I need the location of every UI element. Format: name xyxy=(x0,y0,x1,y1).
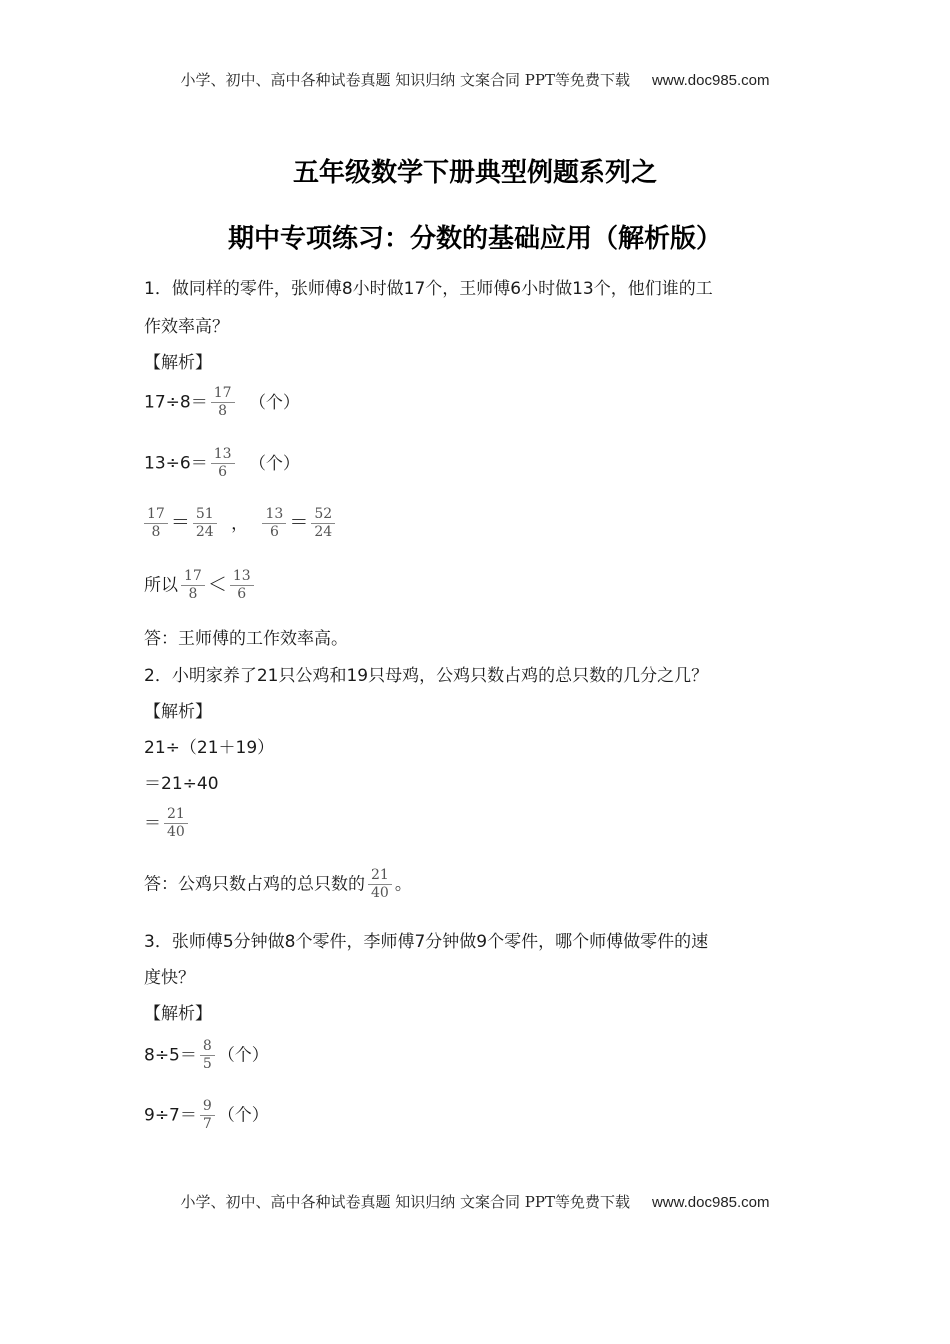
q1-conclusion xyxy=(144,568,257,603)
q1-calc-1 xyxy=(144,385,300,420)
title-line-2: 期中专项练习：分数的基础应用（解析版） xyxy=(227,224,722,254)
q1-calc-2-lhs: 13÷6＝ xyxy=(144,453,208,474)
fraction-numerator: 17 xyxy=(147,506,165,522)
title-line-1: 五年级数学下册典型例题系列之 xyxy=(292,158,657,188)
fraction xyxy=(193,506,217,541)
fraction-denominator: 8 xyxy=(188,586,198,602)
header-site-link[interactable]: www.doc985.com xyxy=(651,72,770,89)
fraction-denominator: 7 xyxy=(202,1116,212,1132)
fraction-numerator: 13 xyxy=(213,446,232,462)
q2-analysis-label: 【解析】 xyxy=(144,702,212,722)
fraction-numerator: 51 xyxy=(195,506,214,522)
header-text: 小学、初中、高中各种试卷真题 知识归纳 文案合同 PPT等免费下载 xyxy=(180,71,630,89)
q3-text-line-2: 度快？ xyxy=(144,968,195,988)
fraction-denominator: 6 xyxy=(269,524,279,540)
q1-calc-1-lhs: 17÷8＝ xyxy=(144,392,208,413)
q3-calc-1 xyxy=(144,1038,269,1073)
q1-calc-2-unit: （个） xyxy=(248,453,300,474)
footer-site-link[interactable]: www.doc985.com xyxy=(651,1194,770,1211)
q3-analysis-label: 【解析】 xyxy=(144,1004,212,1024)
q2-step-3-prefix: ＝ xyxy=(144,813,161,834)
page-footer xyxy=(0,1191,950,1212)
fraction-numerator: 17 xyxy=(184,568,202,584)
q2-answer-suffix: 。 xyxy=(394,874,412,895)
q1-text-line-2: 作效率高？ xyxy=(144,317,229,337)
q3-calc-1-unit: （个） xyxy=(217,1045,269,1066)
q1-answer: 答：王师傅的工作效率高。 xyxy=(144,629,348,649)
q1-calc-2 xyxy=(144,446,300,481)
q3-calc-2 xyxy=(144,1098,269,1133)
fraction-numerator: 13 xyxy=(265,506,284,522)
separator-comma: ， xyxy=(231,513,249,534)
q1-compare xyxy=(141,506,338,541)
fraction-numerator: 52 xyxy=(314,506,333,522)
fraction-denominator: 6 xyxy=(218,464,228,480)
q1-analysis-label: 【解析】 xyxy=(144,353,212,373)
page-header xyxy=(0,69,950,90)
q2-step-2: ＝21÷40 xyxy=(144,774,219,794)
fraction xyxy=(164,806,188,841)
fraction xyxy=(262,506,286,541)
q3-text-line-1: 3．张师傅5分钟做8个零件，李师傅7分钟做9个零件，哪个师傅做零件的速 xyxy=(144,932,709,952)
q3-calc-1-lhs: 8÷5＝ xyxy=(144,1045,197,1066)
fraction-denominator: 40 xyxy=(167,824,185,840)
equals-sign: ＝ xyxy=(170,511,190,534)
fraction-denominator: 40 xyxy=(371,885,389,901)
fraction-numerator: 21 xyxy=(371,867,389,883)
fraction-denominator: 24 xyxy=(195,524,214,540)
fraction xyxy=(230,568,254,603)
fraction-numerator: 9 xyxy=(202,1098,212,1114)
fraction-denominator: 6 xyxy=(237,586,247,602)
fraction xyxy=(211,385,235,420)
fraction xyxy=(200,1038,215,1073)
q2-step-1: 21÷（21＋19） xyxy=(144,738,275,758)
fraction-denominator: 5 xyxy=(202,1056,212,1072)
fraction-denominator: 8 xyxy=(218,403,228,419)
q2-answer-prefix: 答：公鸡只数占鸡的总只数的 xyxy=(144,874,365,895)
fraction-denominator: 8 xyxy=(151,524,161,540)
fraction xyxy=(211,446,235,481)
fraction xyxy=(181,568,205,603)
q2-step-3 xyxy=(144,806,191,841)
equals-sign: ＝ xyxy=(289,511,309,534)
q1-text-line-1: 1．做同样的零件，张师傅8小时做17个，王师傅6小时做13个，他们谁的工 xyxy=(144,279,713,299)
fraction xyxy=(368,867,392,902)
q3-calc-2-lhs: 9÷7＝ xyxy=(144,1105,197,1126)
fraction xyxy=(200,1098,215,1133)
fraction-numerator: 21 xyxy=(167,806,185,822)
q1-calc-1-unit: （个） xyxy=(248,392,300,413)
less-than-sign: ＜ xyxy=(207,573,227,596)
q1-conclusion-prefix: 所以 xyxy=(144,575,178,596)
q3-calc-2-unit: （个） xyxy=(217,1105,269,1126)
footer-text: 小学、初中、高中各种试卷真题 知识归纳 文案合同 PPT等免费下载 xyxy=(180,1193,630,1211)
q2-text: 2．小明家养了21只公鸡和19只母鸡，公鸡只数占鸡的总只数的几分之几？ xyxy=(144,666,709,686)
fraction xyxy=(311,506,335,541)
q2-answer xyxy=(144,867,412,902)
fraction-numerator: 13 xyxy=(232,568,251,584)
fraction-numerator: 8 xyxy=(202,1038,212,1054)
fraction-denominator: 24 xyxy=(314,524,333,540)
fraction-numerator: 17 xyxy=(213,385,232,401)
fraction xyxy=(144,506,168,541)
